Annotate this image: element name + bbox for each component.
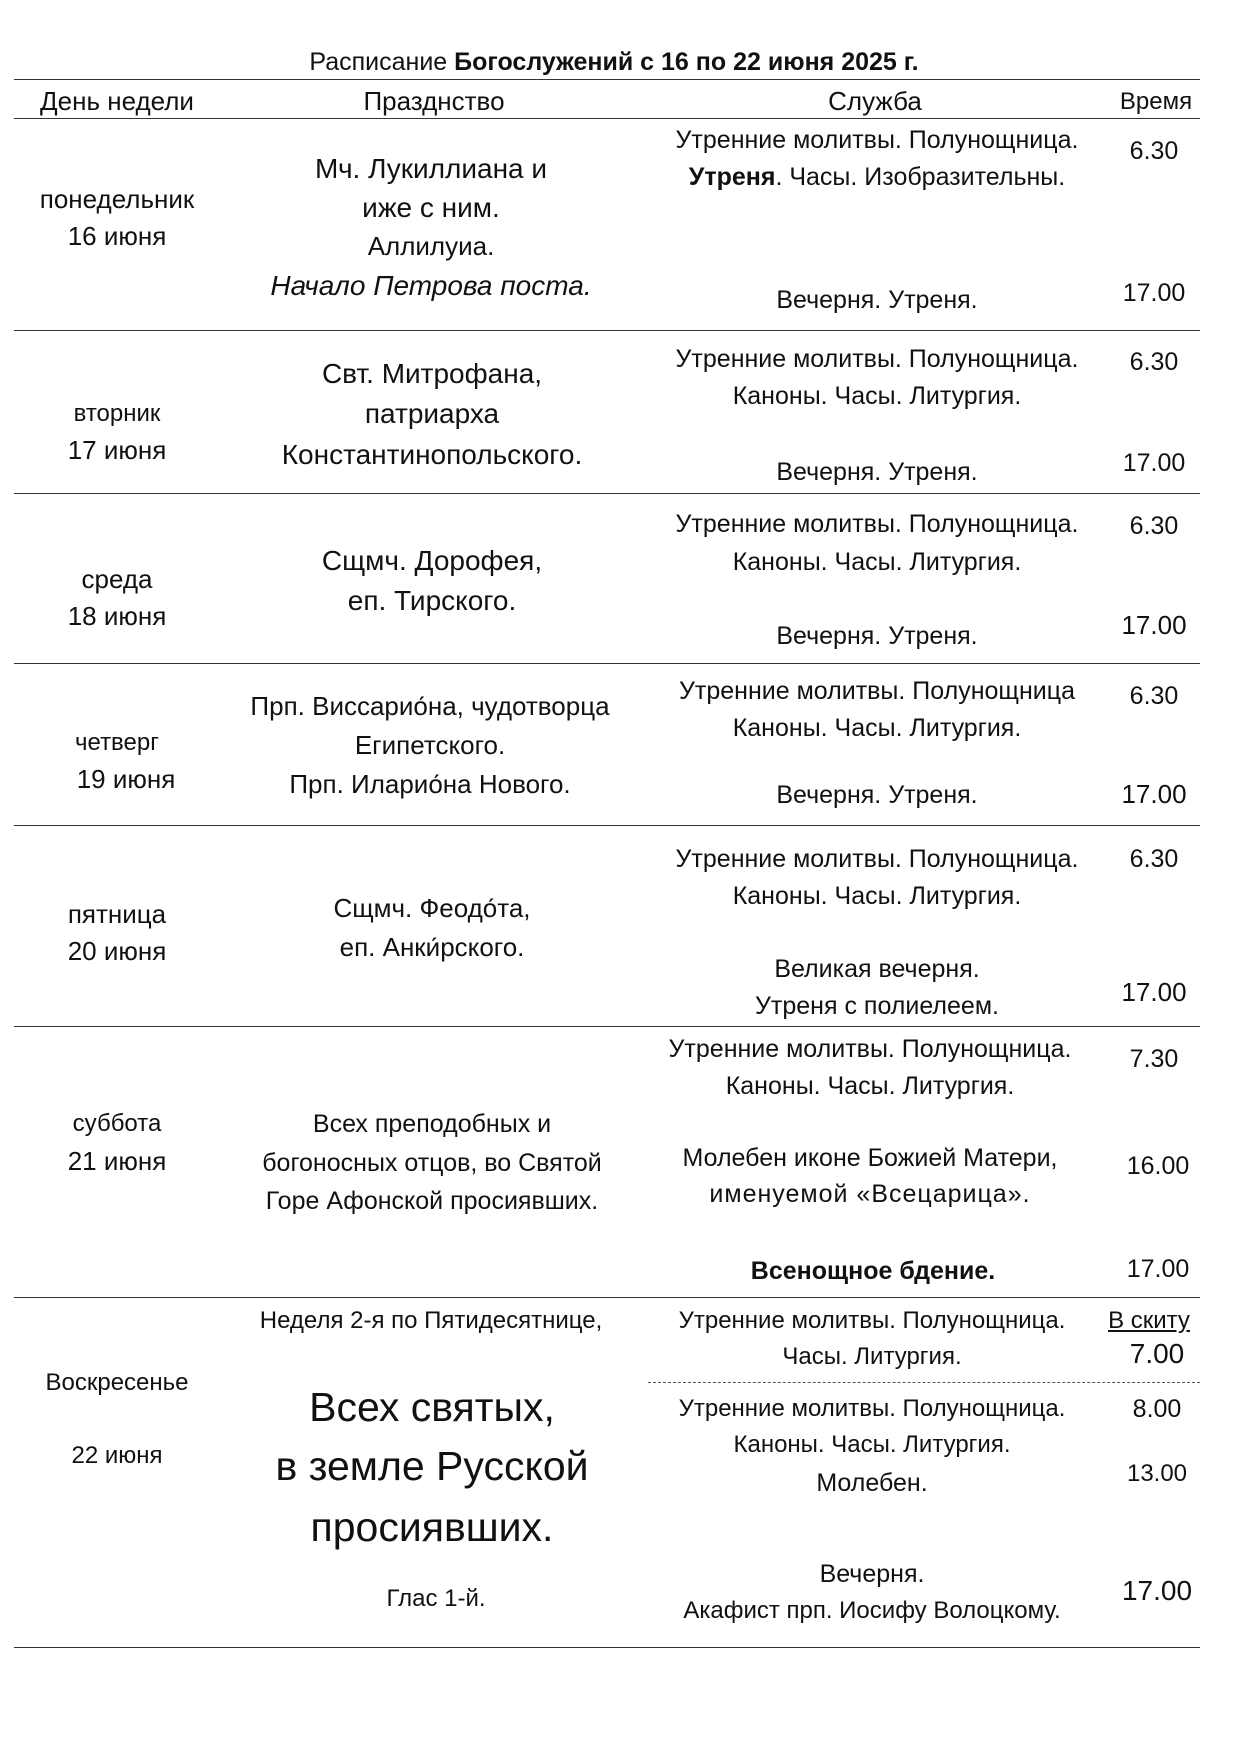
title-bold: Богослужений с 16 по 22 июня 2025 г. bbox=[454, 48, 919, 76]
feast-line: Мч. Лукиллиана и bbox=[314, 153, 548, 184]
feast-line: Сщмч. Дорофея, bbox=[321, 545, 543, 576]
schedule-title bbox=[309, 50, 918, 75]
feast-line: Египетского. bbox=[354, 730, 506, 760]
rule-top bbox=[14, 79, 1200, 80]
service-time: 6.30 bbox=[1129, 512, 1179, 540]
service-line: Утренние молитвы. Полунощница. bbox=[675, 126, 1079, 154]
service-line: Каноны. Часы. Литургия. bbox=[732, 714, 1022, 742]
day-name: Воскресенье bbox=[45, 1369, 189, 1396]
rule-bottom bbox=[14, 1647, 1200, 1648]
service-line: Вечерня. Утреня. bbox=[776, 458, 978, 486]
service-line: Утренние молитвы. Полунощница. bbox=[675, 845, 1079, 873]
service-line: Каноны. Часы. Литургия. bbox=[733, 1431, 1011, 1458]
service-line: Утренние молитвы. Полунощница. bbox=[678, 1395, 1066, 1422]
service-time: 16.00 bbox=[1126, 1152, 1190, 1180]
service-time: 17.00 bbox=[1121, 1575, 1193, 1606]
service-rest: . Часы. Изобразительны. bbox=[775, 163, 1066, 191]
day-date: 16 июня bbox=[67, 221, 167, 251]
service-line: Каноны. Часы. Литургия. bbox=[732, 382, 1022, 410]
service-time: 8.00 bbox=[1132, 1395, 1182, 1423]
day-name: вторник bbox=[73, 400, 161, 427]
day-date: 20 июня bbox=[67, 936, 167, 966]
service-time: 17.00 bbox=[1121, 610, 1187, 640]
feast-line: Свт. Митрофана, bbox=[321, 358, 543, 389]
header-time: Время bbox=[1119, 88, 1193, 115]
service-line: Вечерня. Утреня. bbox=[776, 286, 978, 314]
day-name: четверг bbox=[75, 729, 159, 756]
rule-row bbox=[14, 1297, 1200, 1298]
service-time: 17.00 bbox=[1122, 449, 1186, 477]
service-time: 6.30 bbox=[1129, 682, 1179, 710]
service-time: 17.00 bbox=[1121, 977, 1187, 1007]
header-service: Служба bbox=[828, 86, 922, 116]
service-line: Всенощное бдение. bbox=[750, 1257, 996, 1285]
header-feast: Празднство bbox=[363, 86, 505, 116]
feast-tone: Глас 1-й. bbox=[386, 1585, 486, 1612]
service-time: 7.30 bbox=[1129, 1045, 1179, 1073]
service-line: Утренние молитвы. Полунощница. bbox=[668, 1035, 1072, 1063]
day-name: суббота bbox=[72, 1110, 162, 1137]
service-line: Каноны. Часы. Литургия. bbox=[732, 548, 1022, 576]
feast-line: Горе Афонской просиявших. bbox=[265, 1187, 599, 1215]
feast-line: Всех преподобных и bbox=[312, 1110, 552, 1138]
service-line: Каноны. Часы. Литургия. bbox=[732, 882, 1022, 910]
service-time: 6.30 bbox=[1129, 348, 1179, 376]
service-line: Вечерня. bbox=[819, 1560, 925, 1588]
service-time: 17.00 bbox=[1126, 1255, 1190, 1283]
service-time: 17.00 bbox=[1122, 279, 1186, 307]
feast-line: иже с ним. bbox=[362, 192, 500, 223]
service-time: 17.00 bbox=[1121, 779, 1187, 809]
feast-line: Сщмч. Феодо́та, bbox=[333, 893, 531, 923]
feast-line: Аллилуиа. bbox=[367, 231, 495, 261]
rule-row bbox=[14, 493, 1200, 494]
service-line: Молебен иконе Божией Матери, bbox=[682, 1144, 1058, 1172]
day-name: пятница bbox=[67, 899, 167, 929]
feast-line: Прп. Иларио́на Нового. bbox=[289, 769, 571, 799]
header-day: День недели bbox=[40, 86, 194, 116]
feast-line: Прп. Виссарио́на, чудотворца bbox=[250, 691, 610, 721]
rule-dashed bbox=[648, 1382, 1200, 1383]
service-line bbox=[689, 165, 1065, 190]
time-label-skete: В скиту bbox=[1108, 1307, 1190, 1334]
day-date: 17 июня bbox=[67, 435, 167, 465]
rule-row bbox=[14, 825, 1200, 826]
service-line: Утреня с полиелеем. bbox=[755, 992, 999, 1020]
rule-row bbox=[14, 1026, 1200, 1027]
service-time: 7.00 bbox=[1129, 1338, 1185, 1369]
service-line: Каноны. Часы. Литургия. bbox=[725, 1072, 1015, 1100]
service-line: Утренние молитвы. Полунощница. bbox=[675, 510, 1079, 538]
service-line: Утренние молитвы. Полунощница bbox=[679, 677, 1075, 705]
rule-row bbox=[14, 663, 1200, 664]
feast-line: богоносных отцов, во Святой bbox=[262, 1149, 602, 1177]
service-time: 6.30 bbox=[1129, 845, 1179, 873]
service-line: Утренние молитвы. Полунощница. bbox=[678, 1307, 1066, 1334]
service-time: 6.30 bbox=[1129, 137, 1179, 165]
service-line: Часы. Литургия. bbox=[782, 1343, 962, 1370]
rule-header bbox=[14, 118, 1200, 119]
service-line: Вечерня. Утреня. bbox=[776, 622, 978, 650]
day-date: 21 июня bbox=[67, 1146, 167, 1176]
feast-line: Константинопольского. bbox=[281, 439, 583, 470]
feast-title: Всех святых, bbox=[309, 1384, 555, 1430]
service-line: Молебен. bbox=[816, 1469, 928, 1497]
service-line: именуемой «Всецарица». bbox=[709, 1180, 1031, 1208]
feast-line: еп. Тирского. bbox=[347, 585, 517, 616]
feast-line: патриарха bbox=[364, 398, 500, 429]
feast-title: в земле Русской bbox=[275, 1443, 589, 1489]
service-line: Великая вечерня. bbox=[774, 955, 980, 983]
service-line: Утренние молитвы. Полунощница. bbox=[675, 345, 1079, 373]
day-name: понедельник bbox=[39, 184, 195, 214]
day-date: 19 июня bbox=[76, 764, 176, 794]
day-date: 18 июня bbox=[67, 601, 167, 631]
feast-note: Начало Петрова поста. bbox=[270, 270, 592, 301]
title-prefix: Расписание bbox=[309, 48, 455, 76]
feast-title: просиявших. bbox=[310, 1504, 554, 1550]
service-time: 13.00 bbox=[1126, 1460, 1188, 1487]
day-name: среда bbox=[81, 564, 153, 594]
feast-subtitle: Неделя 2-я по Пятидесятнице, bbox=[259, 1307, 603, 1334]
day-date: 22 июня bbox=[71, 1442, 163, 1469]
service-bold: Утреня bbox=[688, 163, 776, 191]
rule-row bbox=[14, 330, 1200, 331]
feast-line: еп. Анки́рского. bbox=[339, 932, 525, 962]
service-line: Акафист прп. Иосифу Волоцкому. bbox=[683, 1597, 1061, 1624]
service-line: Вечерня. Утреня. bbox=[776, 781, 978, 809]
